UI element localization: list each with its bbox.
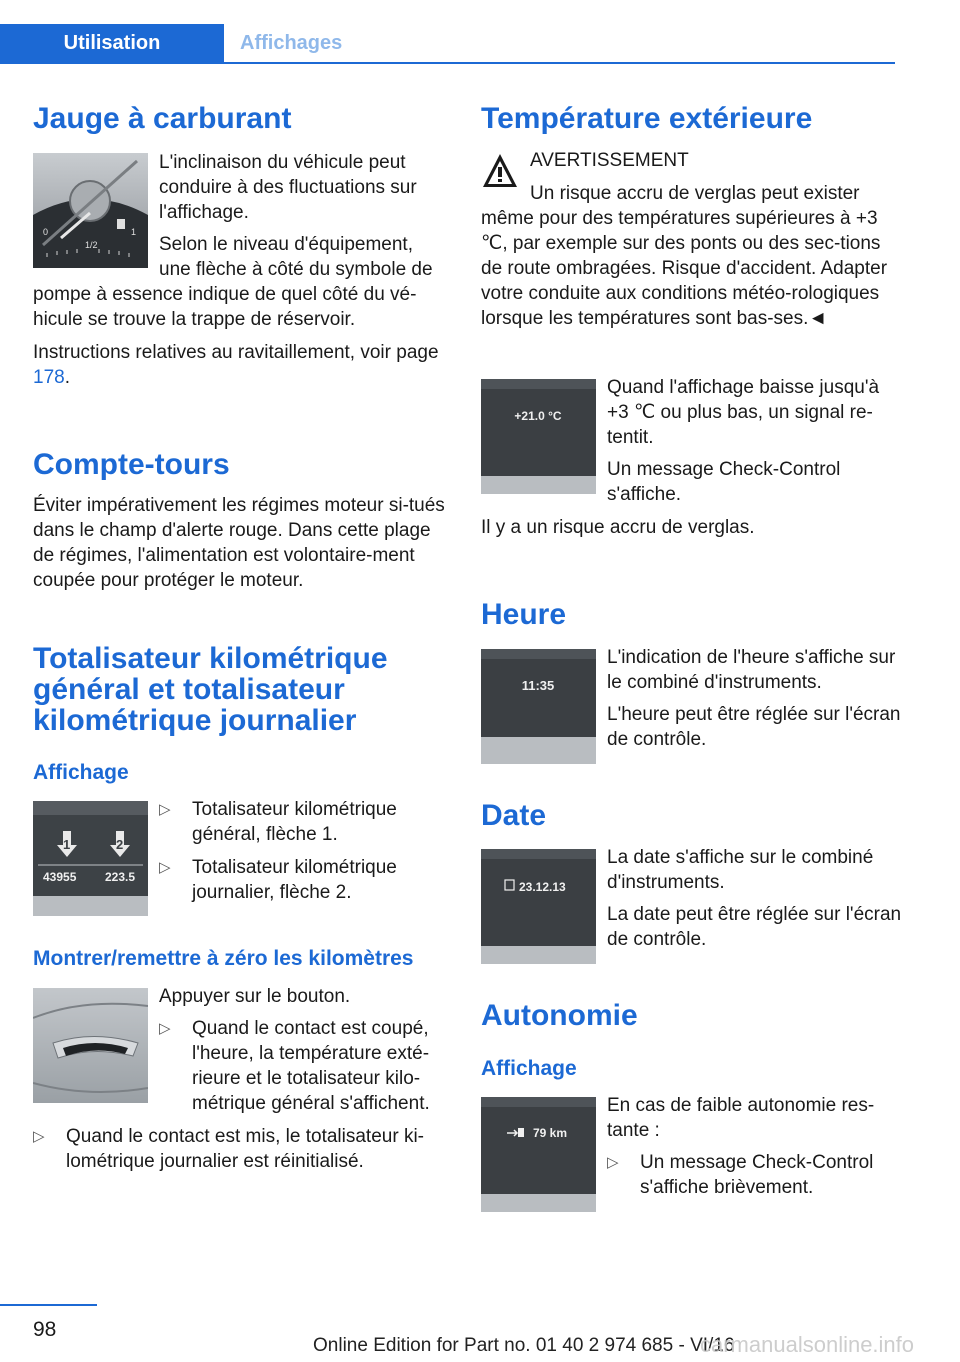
odo-bullet-1-text: Totalisateur kilométrique général, flèche 1. [192, 799, 397, 845]
subtitle-affichage-range: Affichage [481, 1057, 577, 1080]
date-value: 23.12.13 [519, 880, 566, 894]
temperature-display-figure [481, 379, 596, 494]
odo-label-1: 1 [63, 837, 71, 852]
date-display-figure [481, 849, 596, 964]
bullet-triangle-icon: ▷ [159, 801, 171, 818]
time-text-1: L'indication de l'heure s'affiche sur le combiné d'instruments. [607, 647, 896, 693]
odometer-figure [33, 801, 148, 916]
fuel-pump-icon [117, 219, 125, 229]
temp-text-2: Un message Check-Control s'affiche. [607, 459, 841, 505]
section-title-time: Heure [481, 598, 567, 631]
warning-line-1: Un risque accru de verglas peut exister [530, 183, 860, 204]
fuel-text-1: L'inclinaison du véhicule peut conduire à des fluctuations sur l'affichage. [159, 152, 417, 223]
footer-edition: Online Edition for Part no. 01 40 2 974 685 - VI/16 [313, 1335, 735, 1356]
reset-bullet-1-text: Quand le contact est coupé, l'heure, la température exté‐rieure et le totalisateur kilo‐métrique général s'affichent. [192, 1018, 430, 1114]
gauge-label-0: 0 [43, 227, 49, 237]
tab-affichages[interactable]: Affichages [240, 32, 343, 54]
watermark: carmanualsonline.info [700, 1332, 915, 1357]
section-title-range: Autonomie [481, 999, 638, 1032]
fuel-gauge-figure [33, 153, 148, 268]
reset-bullet-2 [33, 1124, 449, 1174]
range-bullet-text: Un message Check-Control s'affiche brièvement. [640, 1152, 874, 1198]
fuel-text-3 [33, 340, 447, 390]
bullet-triangle-icon: ▷ [607, 1154, 619, 1171]
date-text-1: La date s'affiche sur le combiné d'instruments. [607, 847, 874, 893]
section-title-odometer: Totalisateur kilométrique général et totalisateur kilométrique journalier [33, 642, 388, 737]
fuel-pump-small-icon [518, 1128, 524, 1137]
range-display-figure [481, 1097, 596, 1212]
date-text-2: La date peut être réglée sur l'écran de contrôle. [607, 904, 902, 950]
temp-text-1: Quand l'affichage baisse jusqu'à +3 ℃ ou plus bas, un signal re‐tentit. [607, 377, 880, 448]
bullet-triangle-icon: ▷ [33, 1128, 45, 1145]
fuel-ref-text: Instructions relatives au ravitaillement, voir page [33, 342, 439, 363]
odo-bullet-2-text: Totalisateur kilométrique journalier, flèche 2. [192, 857, 397, 903]
fuel-text-2a: Selon le niveau d'équipement, une flèche à côté du symbole de [159, 234, 433, 280]
tab-utilisation[interactable]: Utilisation [0, 24, 224, 62]
warning-text: même pour des températures supérieures à +3 ℃, par exemple sur des ponts ou des sec‐tions de route ombragées. Risque d'accident. Adapter votre conduite aux conditions météo‐rologiques lorsque les températures sont bas‐ses.◄ [481, 208, 888, 329]
subtitle-reset: Montrer/remettre à zéro les kilomètres [33, 947, 414, 970]
header-tabbar [0, 24, 895, 64]
bullet-triangle-icon: ▷ [159, 1020, 171, 1037]
page-number: 98 [33, 1318, 57, 1341]
time-display-figure [481, 649, 596, 764]
footer-rule [0, 1304, 97, 1306]
bullet-triangle-icon: ▷ [159, 859, 171, 876]
temp-text-3: Il y a un risque accru de verglas. [481, 517, 755, 538]
fuel-ref-dot: . [64, 367, 70, 388]
gauge-label-1: 1 [131, 227, 137, 237]
odo-bullet-2 [159, 855, 449, 905]
section-title-date: Date [481, 799, 547, 832]
odo-bullet-1 [159, 797, 449, 847]
reset-button-figure [33, 988, 148, 1103]
time-value: 11:35 [521, 678, 555, 693]
odo-total-value: 43955 [43, 870, 77, 884]
range-bullet [607, 1150, 902, 1200]
warning-icon [481, 152, 519, 190]
subtitle-affichage-odo: Affichage [33, 761, 129, 784]
time-text-2: L'heure peut être réglée sur l'écran de contrôle. [607, 704, 901, 750]
temperature-value: +21.0 °C [514, 409, 562, 423]
odo-label-2: 2 [116, 837, 124, 852]
rev-text: Éviter impérativement les régimes moteur si‐tués dans le champ d'alerte rouge. Dans cette plage de régimes, l'alimentation est volontaire‐ment coupée pour protéger le moteur. [33, 495, 445, 591]
reset-bullet-1 [159, 1016, 451, 1116]
gauge-label-half: 1/2 [85, 240, 98, 250]
reset-bullet-2-text: Quand le contact est mis, le totalisateur ki‐lométrique journalier est réinitialisé. [66, 1126, 424, 1172]
range-value: 79 km [533, 1126, 568, 1140]
section-title-temperature: Température extérieure [481, 102, 813, 135]
reset-press-text: Appuyer sur le bouton. [159, 986, 351, 1007]
section-title-fuel: Jauge à carburant [33, 102, 292, 135]
range-text-1: En cas de faible autonomie res‐tante : [607, 1095, 875, 1141]
odo-trip-value: 223.5 [105, 870, 136, 884]
fuel-text-2b: pompe à essence indique de quel côté du vé‐hicule se trouve la trappe de réservoir. [33, 284, 417, 330]
page-ref-link[interactable]: 178 [33, 367, 65, 388]
section-title-rev: Compte-tours [33, 448, 230, 481]
warning-title: AVERTISSEMENT [530, 150, 689, 171]
